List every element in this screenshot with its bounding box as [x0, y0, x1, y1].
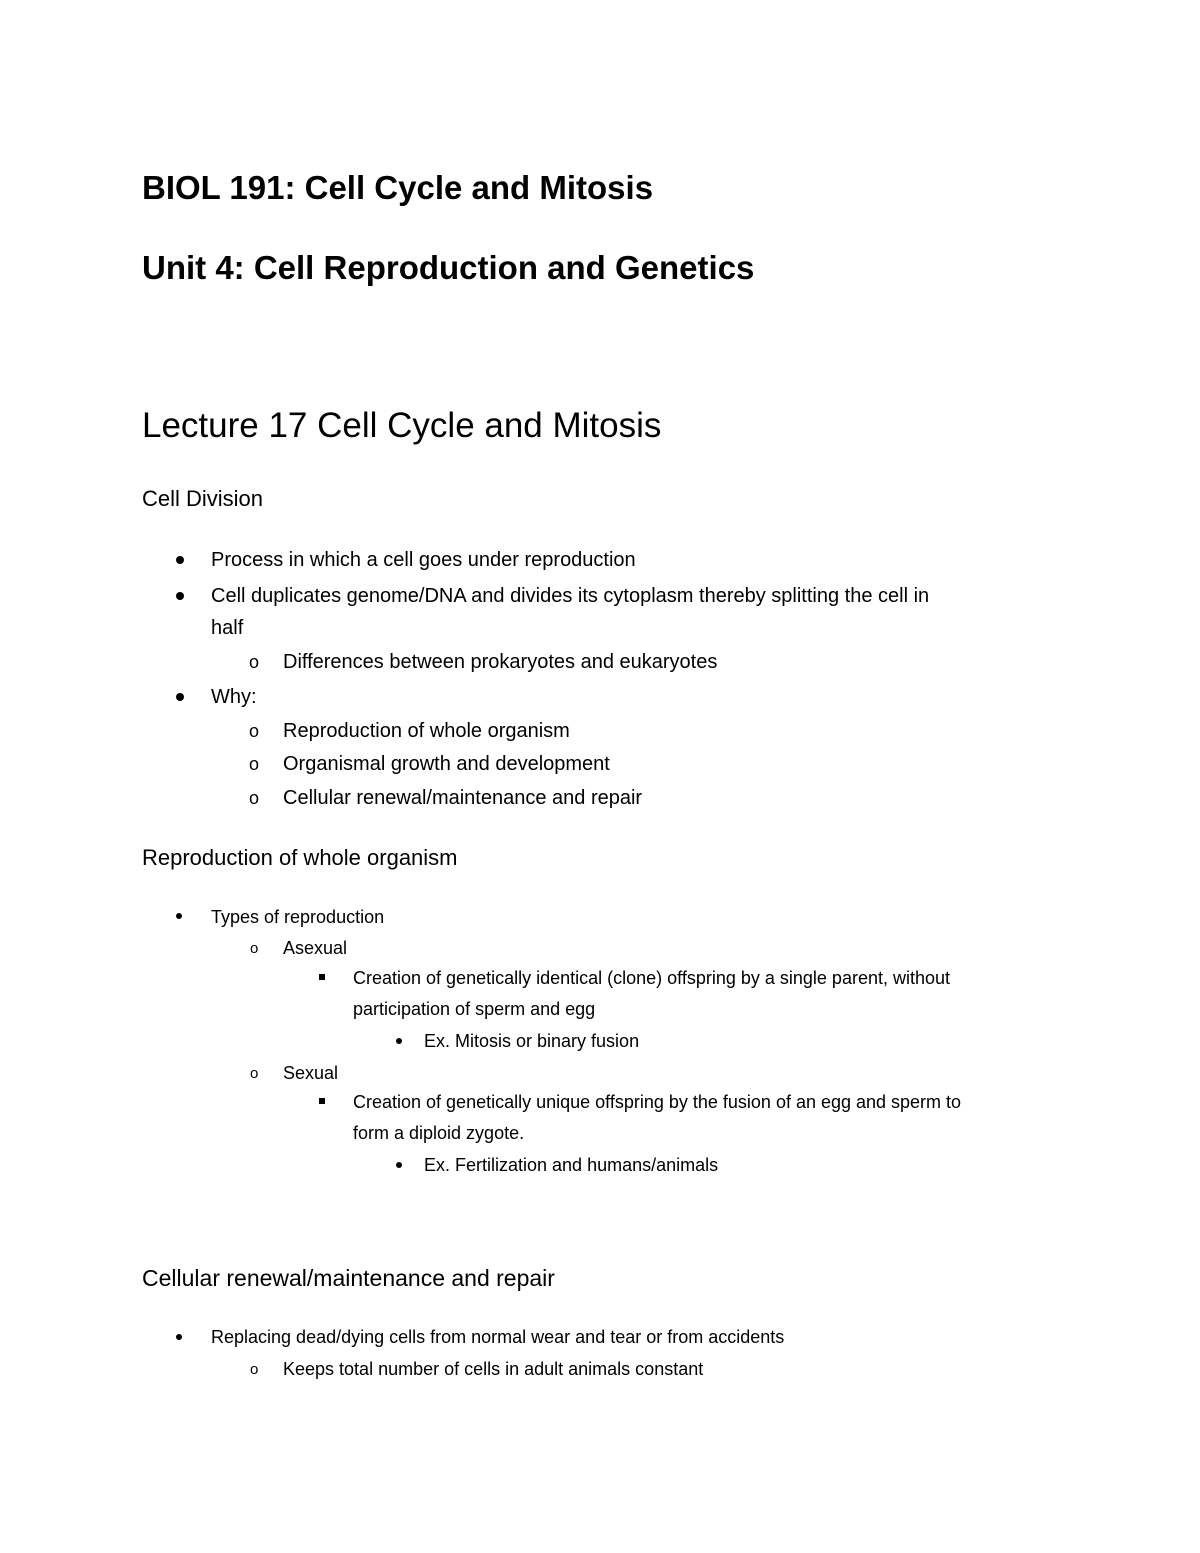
- list-subsubitem: Creation of genetically unique offspring by the fusion of an egg and sperm to: [353, 1092, 962, 1112]
- course-title: BIOL 191: Cell Cycle and Mitosis: [142, 169, 654, 206]
- list-subitem: Keeps total number of cells in adult animals constant: [283, 1359, 704, 1379]
- bullet-ring: o: [250, 1065, 259, 1082]
- bullet-dot: [176, 693, 184, 701]
- list-example: Ex. Mitosis or binary fusion: [424, 1031, 640, 1051]
- list-item: Replacing dead/dying cells from normal wear and tear or from accidents: [211, 1327, 785, 1347]
- lecture-title: Lecture 17 Cell Cycle and Mitosis: [142, 406, 662, 445]
- list-item: Types of reproduction: [211, 907, 385, 927]
- list-subitem: Cellular renewal/maintenance and repair: [283, 787, 643, 809]
- list-item: Why:: [211, 686, 257, 708]
- heading-reproduction: Reproduction of whole organism: [142, 845, 458, 870]
- heading-cell-division: Cell Division: [142, 486, 264, 511]
- bullet-ring: o: [250, 940, 259, 957]
- list-subitem-asexual: Asexual: [283, 938, 348, 958]
- bullet-square: [319, 974, 325, 980]
- bullet-dot: [396, 1162, 402, 1168]
- list-subitem-sexual: Sexual: [283, 1063, 339, 1083]
- bullet-dot: [176, 592, 184, 600]
- bullet-dot: [176, 1334, 182, 1340]
- unit-title: Unit 4: Cell Reproduction and Genetics: [142, 249, 755, 286]
- bullet-ring: o: [249, 754, 260, 774]
- list-item: Process in which a cell goes under reproduction: [211, 549, 636, 571]
- list-subitem: Reproduction of whole organism: [283, 720, 570, 742]
- list-subsubitem-continuation: form a diploid zygote.: [353, 1123, 525, 1143]
- list-subsubitem: Creation of genetically identical (clone) offspring by a single parent, without: [353, 968, 951, 988]
- bullet-dot: [176, 913, 182, 919]
- list-subitem: Organismal growth and development: [283, 753, 610, 775]
- list-subsubitem-continuation: participation of sperm and egg: [353, 999, 596, 1019]
- list-item-continuation: half: [211, 617, 244, 639]
- list-subitem: Differences between prokaryotes and eukaryotes: [283, 651, 718, 673]
- list-item: Cell duplicates genome/DNA and divides its cytoplasm thereby splitting the cell in: [211, 585, 930, 607]
- list-example: Ex. Fertilization and humans/animals: [424, 1155, 719, 1175]
- bullet-ring: o: [249, 721, 260, 741]
- bullet-dot: [176, 556, 184, 564]
- bullet-ring: o: [249, 788, 260, 808]
- bullet-ring: o: [249, 652, 260, 672]
- bullet-ring: o: [250, 1361, 259, 1378]
- bullet-dot: [396, 1038, 402, 1044]
- bullet-square: [319, 1098, 325, 1104]
- heading-renewal: Cellular renewal/maintenance and repair: [142, 1265, 555, 1291]
